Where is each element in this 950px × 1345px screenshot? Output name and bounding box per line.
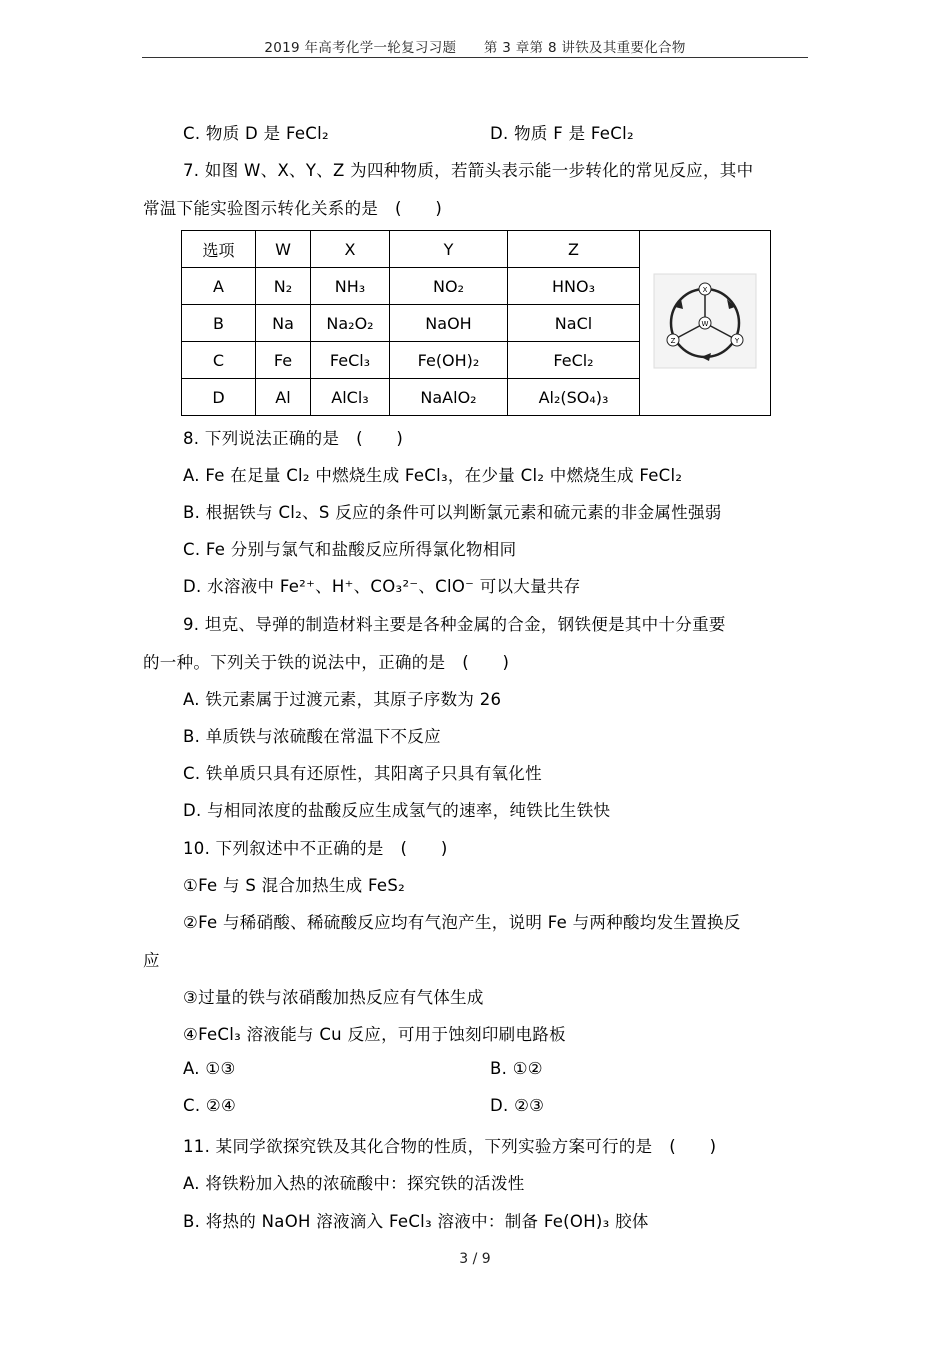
q9-stem-line2: 的一种。下列关于铁的说法中，正确的是 ( ) [143,653,510,672]
q6-option-d: D. 物质 F 是 FeCl₂ [490,124,634,143]
q6-option-c: C. 物质 D 是 FeCl₂ [183,124,329,143]
diagram-label-x: X [702,286,708,294]
q10-option-b: B. ①② [490,1059,543,1078]
table-cell: Fe(OH)₂ [390,342,508,379]
table-header-cell: X [311,231,390,268]
q7-stem-line2: 常温下能实验图示转化关系的是 ( ) [143,199,443,218]
table-header-cell: W [256,231,311,268]
q8-option-d: D. 水溶液中 Fe²⁺、H⁺、CO₃²⁻、ClO⁻ 可以大量共存 [183,577,581,596]
table-header-cell: Y [390,231,508,268]
q9-stem-line1: 9. 坦克、导弹的制造材料主要是各种金属的合金，钢铁便是其中十分重要 [183,615,726,634]
q9-option-a: A. 铁元素属于过渡元素，其原子序数为 26 [183,690,502,709]
table-cell: N₂ [256,268,311,305]
table-cell: B [182,305,256,342]
q9-option-c: C. 铁单质只具有还原性，其阳离子只具有氧化性 [183,764,542,783]
q10-statement-2-cont: 应 [143,951,160,970]
table-cell: NaCl [508,305,640,342]
diagram-label-w: W [701,320,709,328]
table-cell: FeCl₂ [508,342,640,379]
q10-statement-1: ①Fe 与 S 混合加热生成 FeS₂ [183,876,406,895]
q7-options-table [181,230,771,416]
diagram-cell [640,231,771,416]
table-cell: Na [256,305,311,342]
diagram-label-z: Z [670,337,676,345]
q8-option-a: A. Fe 在足量 Cl₂ 中燃烧生成 FeCl₃，在少量 Cl₂ 中燃烧生成 FeCl₂ [183,466,683,485]
q10-stem: 10. 下列叙述中不正确的是 ( ) [183,839,448,858]
table-cell: Na₂O₂ [311,305,390,342]
q10-option-d: D. ②③ [490,1096,545,1115]
page-header: 2019 年高考化学一轮复习习题 第 3 章第 8 讲铁及其重要化合物 [264,40,686,56]
table-header-row [182,231,771,268]
conversion-cycle-diagram [653,273,757,369]
q10-option-a: A. ①③ [183,1059,236,1078]
q8-stem: 8. 下列说法正确的是 ( ) [183,429,404,448]
table-cell: NaOH [390,305,508,342]
table-cell: AlCl₃ [311,379,390,416]
q8-option-c: C. Fe 分别与氯气和盐酸反应所得氯化物相同 [183,540,517,559]
q8-option-b: B. 根据铁与 Cl₂、S 反应的条件可以判断氯元素和硫元素的非金属性强弱 [183,503,722,522]
table-header-cell: Z [508,231,640,268]
q7-stem-line1: 7. 如图 W、X、Y、Z 为四种物质，若箭头表示能一步转化的常见反应，其中 [183,161,754,180]
table-header-cell: 选项 [182,231,256,268]
table-cell: Al₂(SO₄)₃ [508,379,640,416]
q11-option-b: B. 将热的 NaOH 溶液滴入 FeCl₃ 溶液中：制备 Fe(OH)₃ 胶体 [183,1212,649,1231]
table-cell: A [182,268,256,305]
diagram-label-y: Y [734,337,740,345]
header-rule [142,57,808,58]
q11-option-a: A. 将铁粉加入热的浓硫酸中：探究铁的活泼性 [183,1174,525,1193]
table-cell: HNO₃ [508,268,640,305]
q10-statement-3: ③过量的铁与浓硝酸加热反应有气体生成 [183,988,484,1007]
table-cell: NaAlO₂ [390,379,508,416]
q10-statement-2: ②Fe 与稀硝酸、稀硫酸反应均有气泡产生，说明 Fe 与两种酸均发生置换反 [183,913,741,932]
table-cell: NO₂ [390,268,508,305]
q10-option-c: C. ②④ [183,1096,237,1115]
table-cell: C [182,342,256,379]
table-cell: D [182,379,256,416]
table-cell: Fe [256,342,311,379]
table-cell: Al [256,379,311,416]
q9-option-d: D. 与相同浓度的盐酸反应生成氢气的速率，纯铁比生铁快 [183,801,611,820]
q11-stem: 11. 某同学欲探究铁及其化合物的性质，下列实验方案可行的是 ( ) [183,1137,717,1156]
page-number: 3 / 9 [459,1251,491,1267]
table-cell: NH₃ [311,268,390,305]
q10-statement-4: ④FeCl₃ 溶液能与 Cu 反应，可用于蚀刻印刷电路板 [183,1025,566,1044]
q9-option-b: B. 单质铁与浓硫酸在常温下不反应 [183,727,441,746]
table-cell: FeCl₃ [311,342,390,379]
